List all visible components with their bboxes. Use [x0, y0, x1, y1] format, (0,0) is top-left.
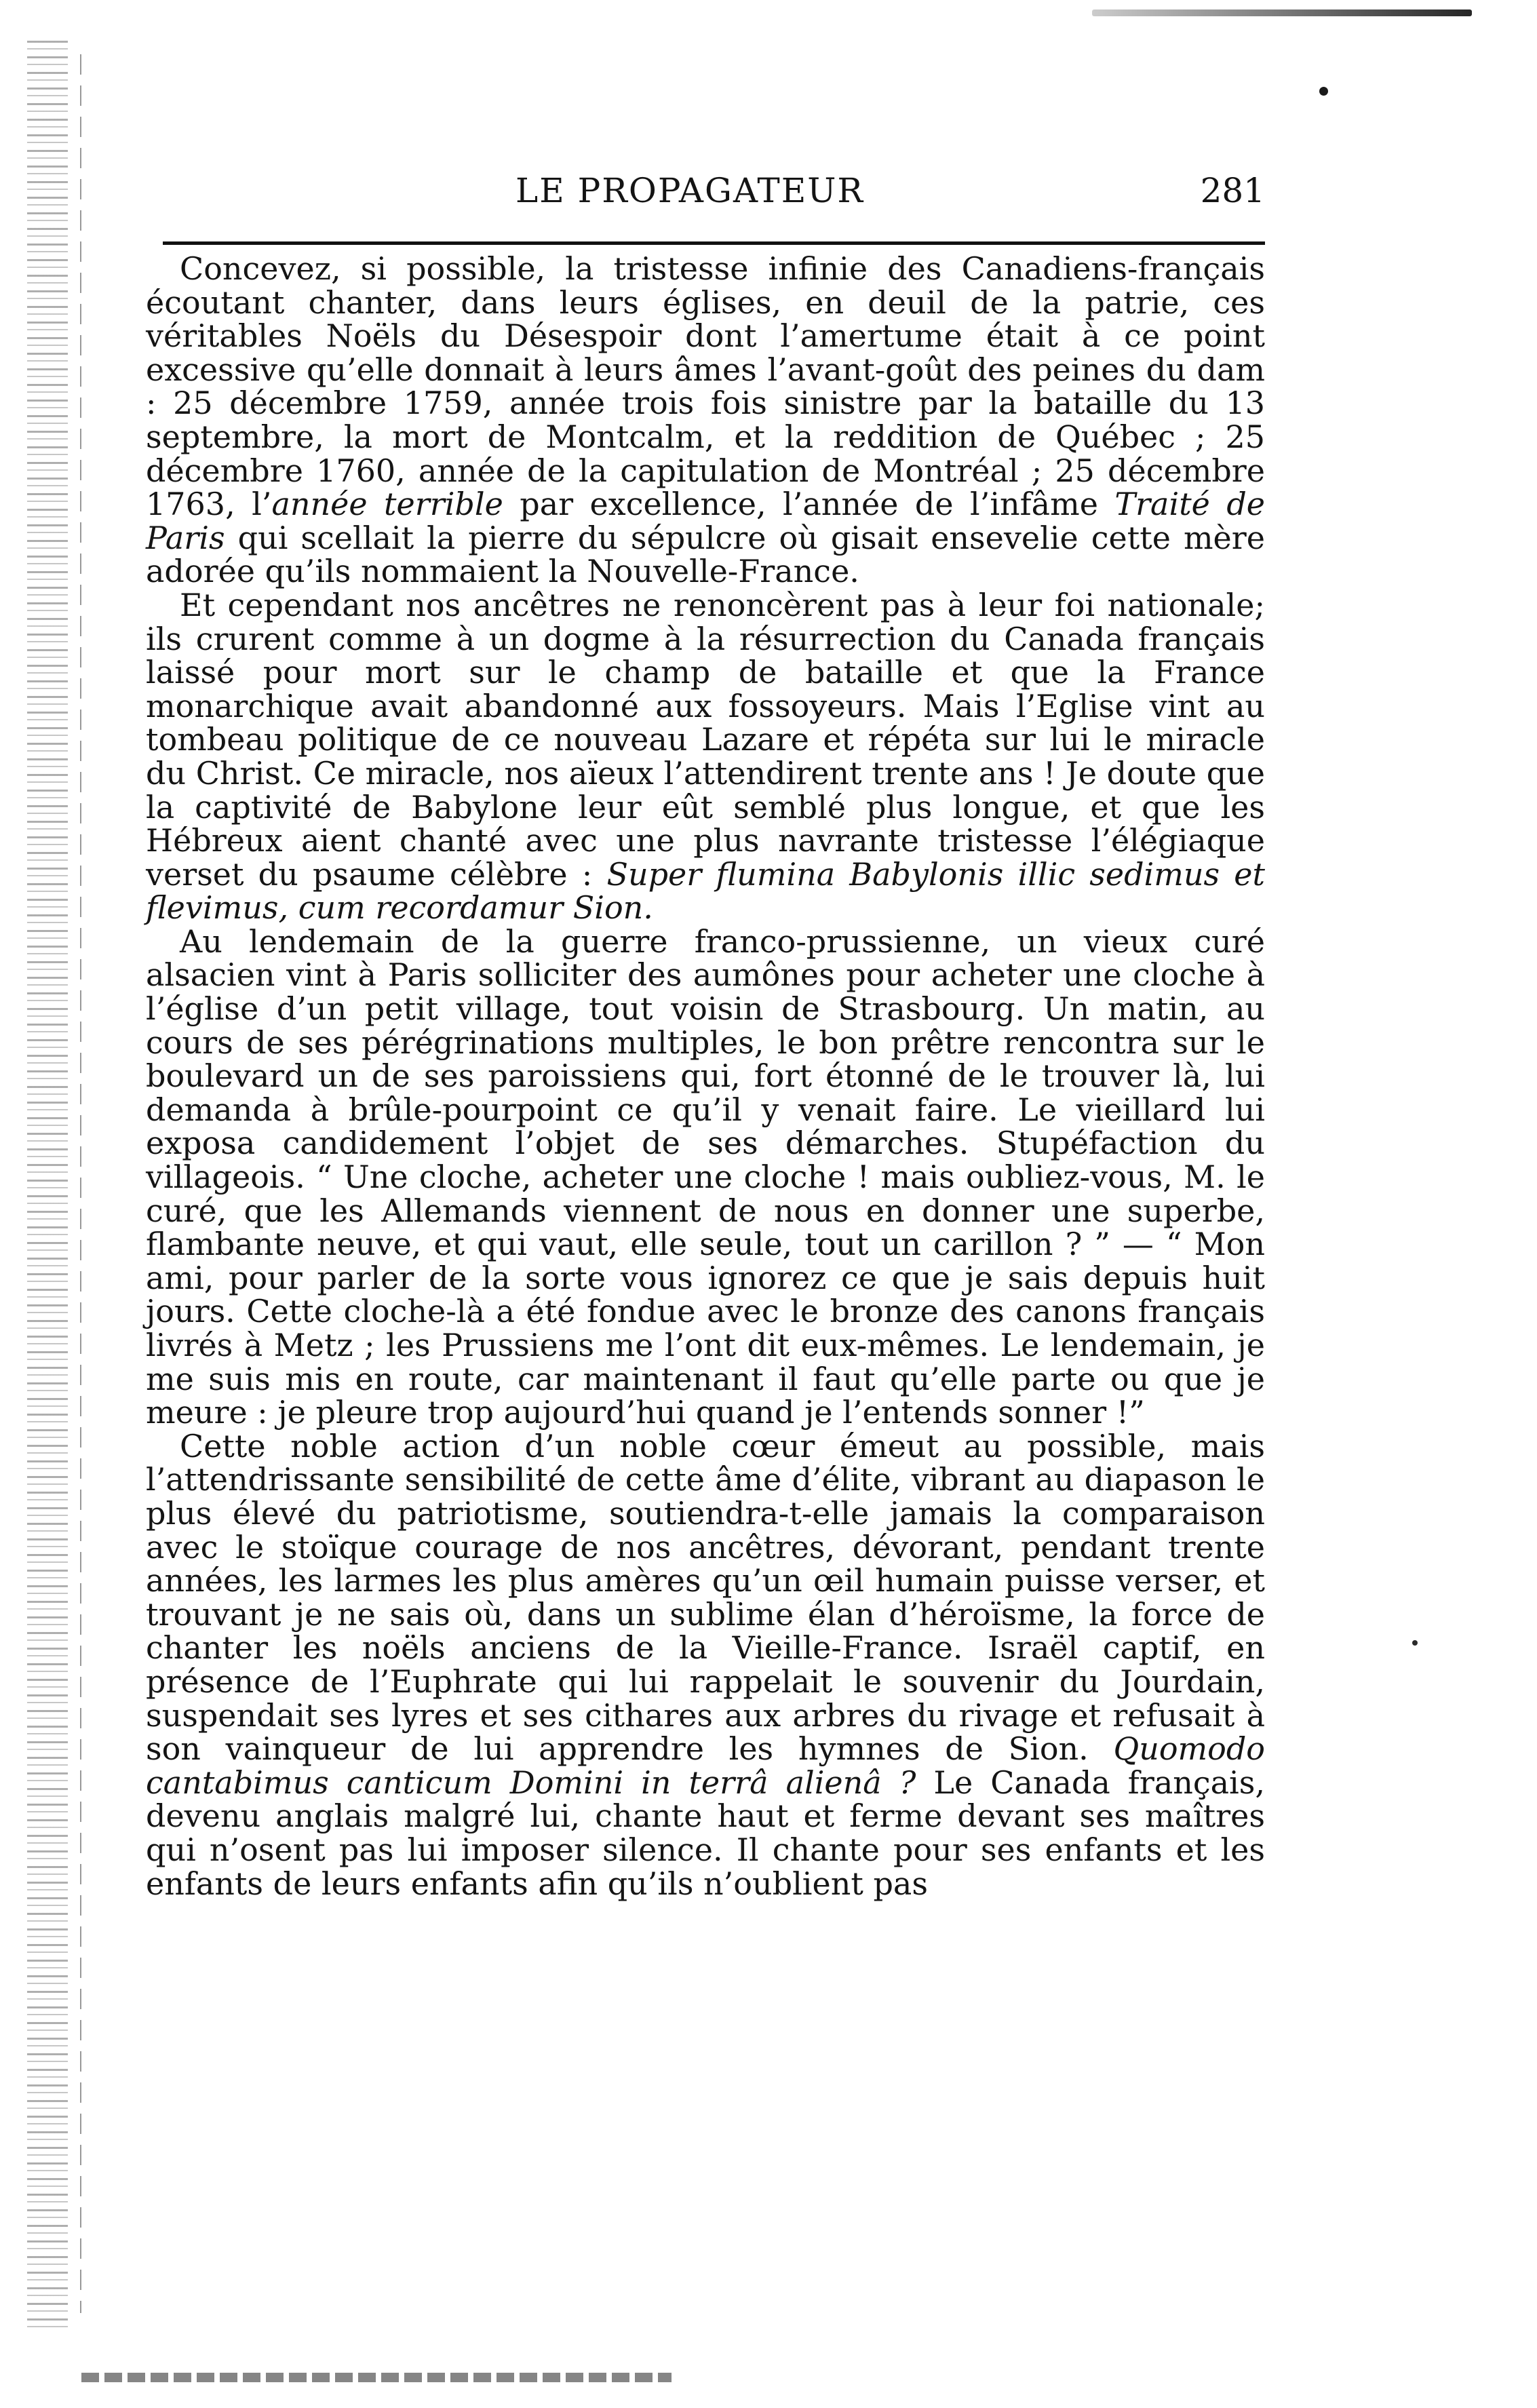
text-run: Cette noble action d’un noble cœur émeut au possible, mais l’attendrissante sensibilité de cette âme d’élite, vibrant au diapason le plus élevé du patriotisme, soutiendra-t-elle jamais la comparaison avec le stoïque courage de nos ancêtres, dévorant, pendant trente années, les larmes les plus amères qu’un œil humain puisse verser, et trouvant je ne sais où, dans un sublime élan d’héroïsme, la force de chanter les noëls anciens de la Vieille-France. Israël captif, en présence de l’Euphrate qui lui rappelait le souvenir du Jourdain, suspendait ses lyres et ses cithares aux arbres du rivage et refusait à son vainqueur de lui apprendre les hymnes de Sion.	[146, 1427, 1265, 1768]
scan-artifact-bottom	[81, 2373, 672, 2382]
page-number: 281	[1200, 171, 1265, 210]
text-run: Concevez, si possible, la tristesse infinie des Canadiens-français écoutant chanter, dans leurs églises, en deuil de la patrie, ces véritables Noëls du Désespoir dont l’amertume était à ce point excessive qu’elle donnait à leurs âmes l’avant-goût des peines du dam : 25 décembre 1759, année trois fois sinistre par la bataille du 13 septembre, la mort de Montcalm, et la reddition de Québec ; 25 décembre 1760, année de la capitulation de Montréal ; 25 décembre 1763, l’	[146, 250, 1265, 523]
paragraph	[146, 252, 1265, 589]
text-run: Le Canada français, devenu anglais malgré lui, chante haut et ferme devant ses maîtres qui n’osent pas lui imposer silence. Il chante pour ses enfants et les enfants de leurs enfants afin qu’ils n’oublient pas	[146, 1764, 1265, 1902]
paragraph	[146, 1427, 1265, 1902]
italic-text-run: année terrible	[271, 486, 503, 523]
scan-artifact-top	[1092, 9, 1472, 16]
running-title: LE PROPAGATEUR	[515, 171, 864, 210]
ink-dot-margin	[1412, 1640, 1418, 1646]
body-text	[146, 252, 1265, 1901]
header-rule	[163, 241, 1265, 245]
text-run: par excellence, l’année de l’infâme	[503, 486, 1115, 523]
paragraph	[146, 925, 1265, 1430]
italic-text-run: Traité de Paris	[146, 486, 1266, 556]
paragraph	[146, 586, 1265, 927]
text-run: Et cependant nos ancêtres ne renoncèrent pas à leur foi nationale; ils crurent comme à un dogme à la résurrection du Canada français laissé pour mort sur le champ de bataille et que la France monarchique avait abandonné aux fossoyeurs. Mais l’Eglise vint au tombeau politique de ce nouveau Lazare et répéta sur lui le miracle du Christ. Ce miracle, nos aïeux l’attendirent trente ans ! Je doute que la captivité de Babylone leur eût semblé plus longue, et que les Hébreux aient chanté avec une plus navrante tristesse l’élégiaque verset du psaume célèbre :	[146, 586, 1265, 893]
text-run: Au lendemain de la guerre franco-prussienne, un vieux curé alsacien vint à Paris solliciter des aumônes pour acheter une cloche à l’église d’un petit village, tout voisin de Strasbourg. Un matin, au cours de ses pérégrinations multiples, le bon prêtre rencontra sur le boulevard un de ses paroissiens qui, fort étonné de le trouver là, lui demanda à brûle-pourpoint ce qu’il y venait faire. Le vieillard lui exposa candidement l’objet de ses démarches. Stupéfaction du villageois. “ Une cloche, acheter une cloche ! mais oubliez-vous, M. le curé, que les Allemands viennent de nous en donner une superbe, flambante neuve, et qui vaut, elle seule, tout un carillon ? ” — “ Mon ami, pour parler de la sorte vous ignorez ce que je sais depuis huit jours. Cette cloche-là a été fondue avec le bronze des canons français livrés à Metz ; les Prussiens me l’ont dit eux-mêmes. Le lendemain, je me suis mis en route, car maintenant il faut qu’elle parte ou que je meure : je pleure trop aujourd’hui quand je l’entends sonner !”	[146, 923, 1265, 1431]
text-run: qui scellait la pierre du sépulcre où gisait ensevelie cette mère adorée qu’ils nommaient la Nouvelle-France.	[146, 519, 1265, 590]
italic-text-run: Quomodo cantabimus canticum Domini in terrâ alienâ ?	[146, 1730, 1265, 1801]
binding-margin-line	[80, 54, 81, 2313]
binding-edge-shadow	[27, 41, 68, 2333]
ink-dot-top	[1319, 87, 1328, 96]
italic-text-run: Super flumina Babylonis illic sedimus et flevimus, cum recordamur Sion.	[146, 855, 1265, 927]
running-head	[163, 171, 1265, 220]
